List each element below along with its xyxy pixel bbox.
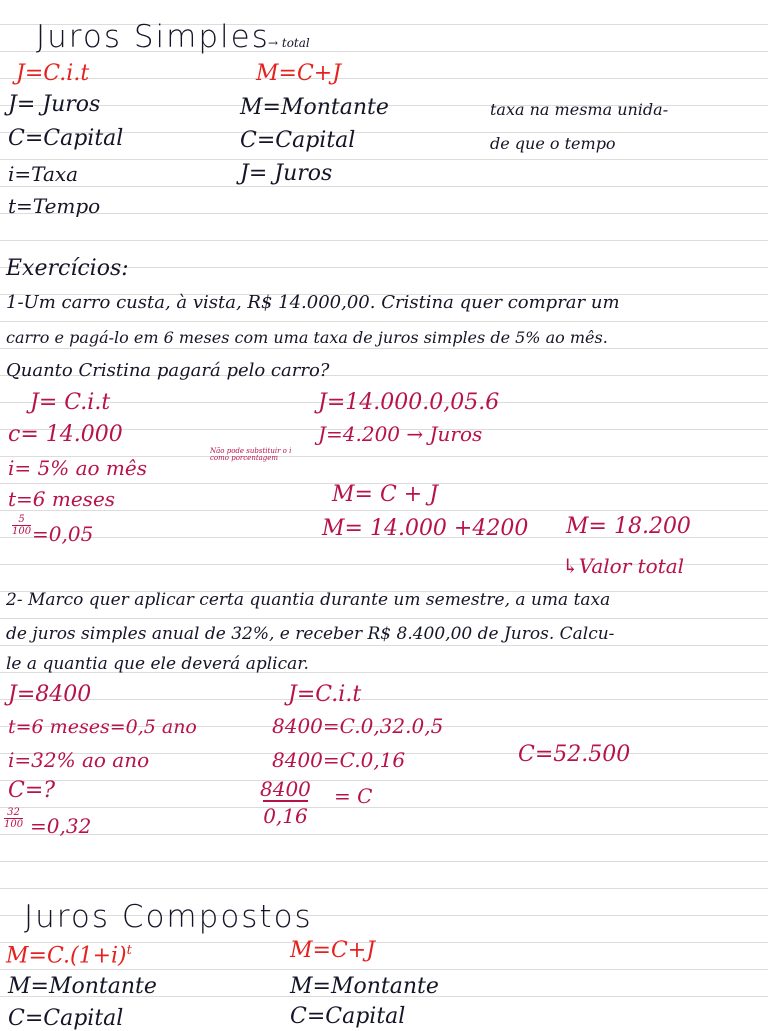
exercicios-heading: Exercícios:: [6, 256, 129, 281]
note-taxa-line1: taxa na mesma unida-: [490, 100, 669, 119]
q2-tempo: t=6 meses=0,5 ano: [8, 716, 197, 738]
q2-fraction-denominator: 100: [4, 819, 24, 830]
def-montante: M=Montante: [240, 95, 389, 120]
q1-fraction: [12, 515, 31, 537]
q2-result: C=52.500: [518, 742, 631, 767]
formula-montante-composto-2: M=C+J: [290, 938, 376, 963]
def-capital: C=Capital: [8, 126, 124, 151]
q2-text-line3: le a quantia que ele deverá aplicar.: [6, 654, 309, 674]
section-title-juros-simples: Juros Simples: [36, 19, 270, 55]
formula-juros: J=C.i.t: [16, 61, 90, 86]
q2-division-denominator: 0,16: [263, 800, 308, 827]
q2-calc-step2: 8400=C.0,16: [272, 748, 406, 772]
formula-montante-composto: [6, 944, 132, 967]
formula-montante-composto-exponent: t: [126, 943, 132, 958]
q2-calc-step1: 8400=C.0,32.0,5: [272, 714, 444, 738]
compostos-def-capital-2: C=Capital: [290, 1004, 406, 1029]
q2-text-line2: de juros simples anual de 32%, e receber R$ 8.400,00 de Juros. Calcu-: [6, 624, 615, 644]
q1-montante-formula: M= C + J: [332, 482, 439, 507]
q1-fraction-denominator: 100: [12, 526, 32, 537]
formula-montante: M=C+J: [256, 61, 342, 86]
q1-capital: c= 14.000: [8, 422, 123, 447]
q1-taxa: i= 5% ao mês: [8, 456, 147, 480]
def-juros: J= Juros: [8, 92, 101, 117]
q1-formula: J= C.i.t: [30, 390, 111, 415]
q2-fraction-numerator: 32: [7, 807, 20, 818]
q2-fraction: [4, 808, 23, 830]
q1-valor-total-label: ↳Valor total: [562, 554, 685, 578]
section-title-juros-compostos: Juros Compostos: [24, 899, 313, 935]
compostos-def-montante: M=Montante: [8, 974, 157, 999]
compostos-def-montante-2: M=Montante: [290, 974, 439, 999]
q1-note-porcentagem: Não pode substituir o i como porcentagem: [210, 447, 292, 463]
q2-capital-unknown: C=?: [8, 778, 56, 803]
q2-division-numerator: 8400: [260, 777, 311, 801]
q1-montante-calc: M= 14.000 +4200: [322, 516, 529, 541]
q1-text-line2: carro e pagá-lo em 6 meses com uma taxa de juros simples de 5% ao mês.: [6, 328, 608, 347]
q2-fraction-value: =0,32: [30, 814, 92, 838]
def-tempo: t=Tempo: [8, 194, 101, 218]
q1-text-line1: 1-Um carro custa, à vista, R$ 14.000,00. Cristina quer comprar um: [6, 292, 620, 313]
q1-fraction-numerator: 5: [18, 514, 25, 525]
q2-formula: J=C.i.t: [288, 682, 362, 707]
q2-taxa: i=32% ao ano: [8, 748, 150, 772]
title-annotation-total: → total: [268, 36, 310, 50]
formula-montante-composto-base: M=C.(1+i): [6, 943, 127, 969]
q2-division: [260, 778, 311, 827]
q1-montante-result: M= 18.200: [566, 514, 691, 539]
compostos-def-capital: C=Capital: [8, 1006, 124, 1031]
def-taxa: i=Taxa: [8, 162, 79, 186]
note-taxa-line2: de que o tempo: [490, 134, 616, 153]
q2-division-equals: = C: [334, 784, 373, 808]
q2-text-line1: 2- Marco quer aplicar certa quantia durante um semestre, a uma taxa: [6, 590, 611, 610]
q1-calc-step1: J=14.000.0,05.6: [318, 390, 500, 415]
q1-tempo: t=6 meses: [8, 487, 116, 511]
q1-calc-step2: J=4.200 → Juros: [318, 422, 483, 446]
q2-juros: J=8400: [8, 682, 92, 707]
def-juros-2: J= Juros: [240, 161, 333, 186]
q1-text-line3: Quanto Cristina pagará pelo carro?: [6, 360, 330, 381]
def-capital-2: C=Capital: [240, 128, 356, 153]
q1-fraction-value: =0,05: [32, 522, 94, 546]
